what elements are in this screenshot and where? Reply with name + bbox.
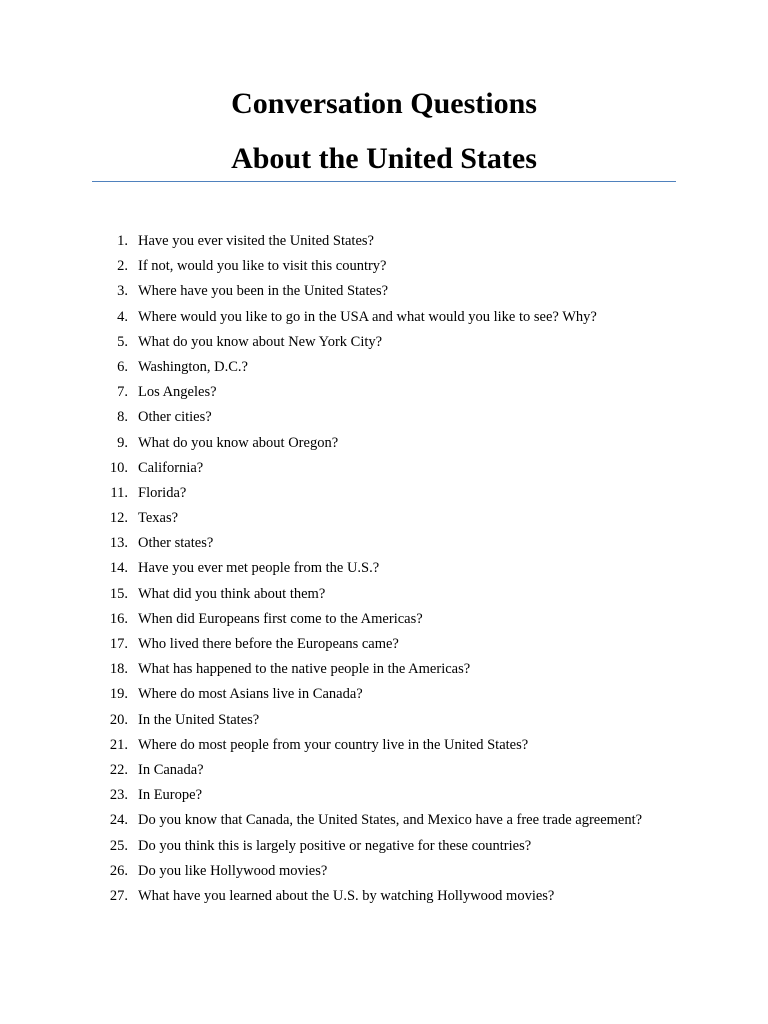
question-text: Where do most people from your country live in the United States? [138,736,529,753]
list-item [0,229,768,254]
list-item [0,859,768,884]
list-item [0,456,768,481]
question-number: 14. [109,560,128,577]
list-item [0,380,768,405]
question-text: Texas? [138,510,179,527]
question-number: 20. [109,711,128,728]
page-title-line-2: About the United States [231,142,537,175]
list-item [0,708,768,733]
question-text: What have you learned about the U.S. by watching Hollywood movies? [138,887,555,904]
question-number: 15. [109,585,128,602]
question-text: Los Angeles? [138,384,217,401]
list-item [0,305,768,330]
question-text: What has happened to the native people in the Americas? [138,661,471,678]
question-number: 4. [117,308,128,325]
question-text: Where do most Asians live in Canada? [138,686,363,703]
list-item [0,783,768,808]
title-underline-rule [92,181,676,182]
list-item [0,884,768,909]
question-text: Where have you been in the United States? [138,283,389,300]
question-text: In the United States? [138,711,260,728]
question-text: In Europe? [138,787,203,804]
list-item [0,682,768,707]
question-number: 13. [109,535,128,552]
list-item [0,506,768,531]
question-text: What did you think about them? [138,585,326,602]
question-number: 11. [110,484,128,501]
question-number: 1. [117,233,128,249]
list-item [0,758,768,783]
question-number: 10. [109,459,128,476]
question-number: 23. [109,787,128,804]
list-item [0,481,768,506]
question-text: Washington, D.C.? [138,358,248,375]
list-item [0,531,768,556]
question-text: Do you like Hollywood movies? [138,862,328,879]
question-number: 26. [109,862,128,879]
list-item [0,607,768,632]
question-list [0,229,768,909]
list-item [0,405,768,430]
list-item [0,632,768,657]
question-text: Have you ever met people from the U.S.? [138,560,380,577]
question-text: If not, would you like to visit this country? [138,258,387,275]
list-item [0,657,768,682]
list-item [0,808,768,833]
question-number: 7. [117,384,128,401]
question-number: 24. [109,812,128,829]
list-item [0,355,768,380]
question-text: Have you ever visited the United States? [138,233,374,249]
question-text: When did Europeans first come to the Americas? [138,610,423,627]
question-number: 3. [117,283,128,300]
list-item [0,733,768,758]
question-number: 27. [109,887,128,904]
list-item [0,431,768,456]
question-number: 25. [109,837,128,854]
question-text: Other cities? [138,409,212,426]
page-title-line-1: Conversation Questions [231,87,537,120]
question-text: Who lived there before the Europeans came? [138,636,399,652]
list-item [0,254,768,279]
question-text: Where would you like to go in the USA and what would you like to see? Why? [138,308,597,325]
question-text: In Canada? [138,761,204,778]
list-item [0,582,768,607]
question-number: 9. [117,434,128,451]
question-text: California? [138,459,204,476]
question-number: 5. [117,333,128,350]
question-number: 2. [117,258,128,275]
question-number: 18. [109,661,128,678]
question-number: 8. [117,409,128,426]
question-text: Do you know that Canada, the United States, and Mexico have a free trade agreement? [138,812,643,829]
question-number: 21. [109,736,128,753]
question-text: What do you know about New York City? [138,333,383,350]
question-number: 12. [109,510,128,527]
question-number: 22. [109,761,128,778]
question-text: What do you know about Oregon? [138,434,339,451]
list-item [0,834,768,859]
list-item [0,279,768,304]
question-number: 19. [109,686,128,703]
list-item [0,330,768,355]
question-number: 16. [109,610,128,627]
list-item [0,556,768,581]
question-number: 6. [117,358,128,375]
question-text: Other states? [138,535,214,552]
question-number: 17. [109,636,128,652]
question-text: Florida? [138,484,187,501]
question-text: Do you think this is largely positive or negative for these countries? [138,837,532,854]
